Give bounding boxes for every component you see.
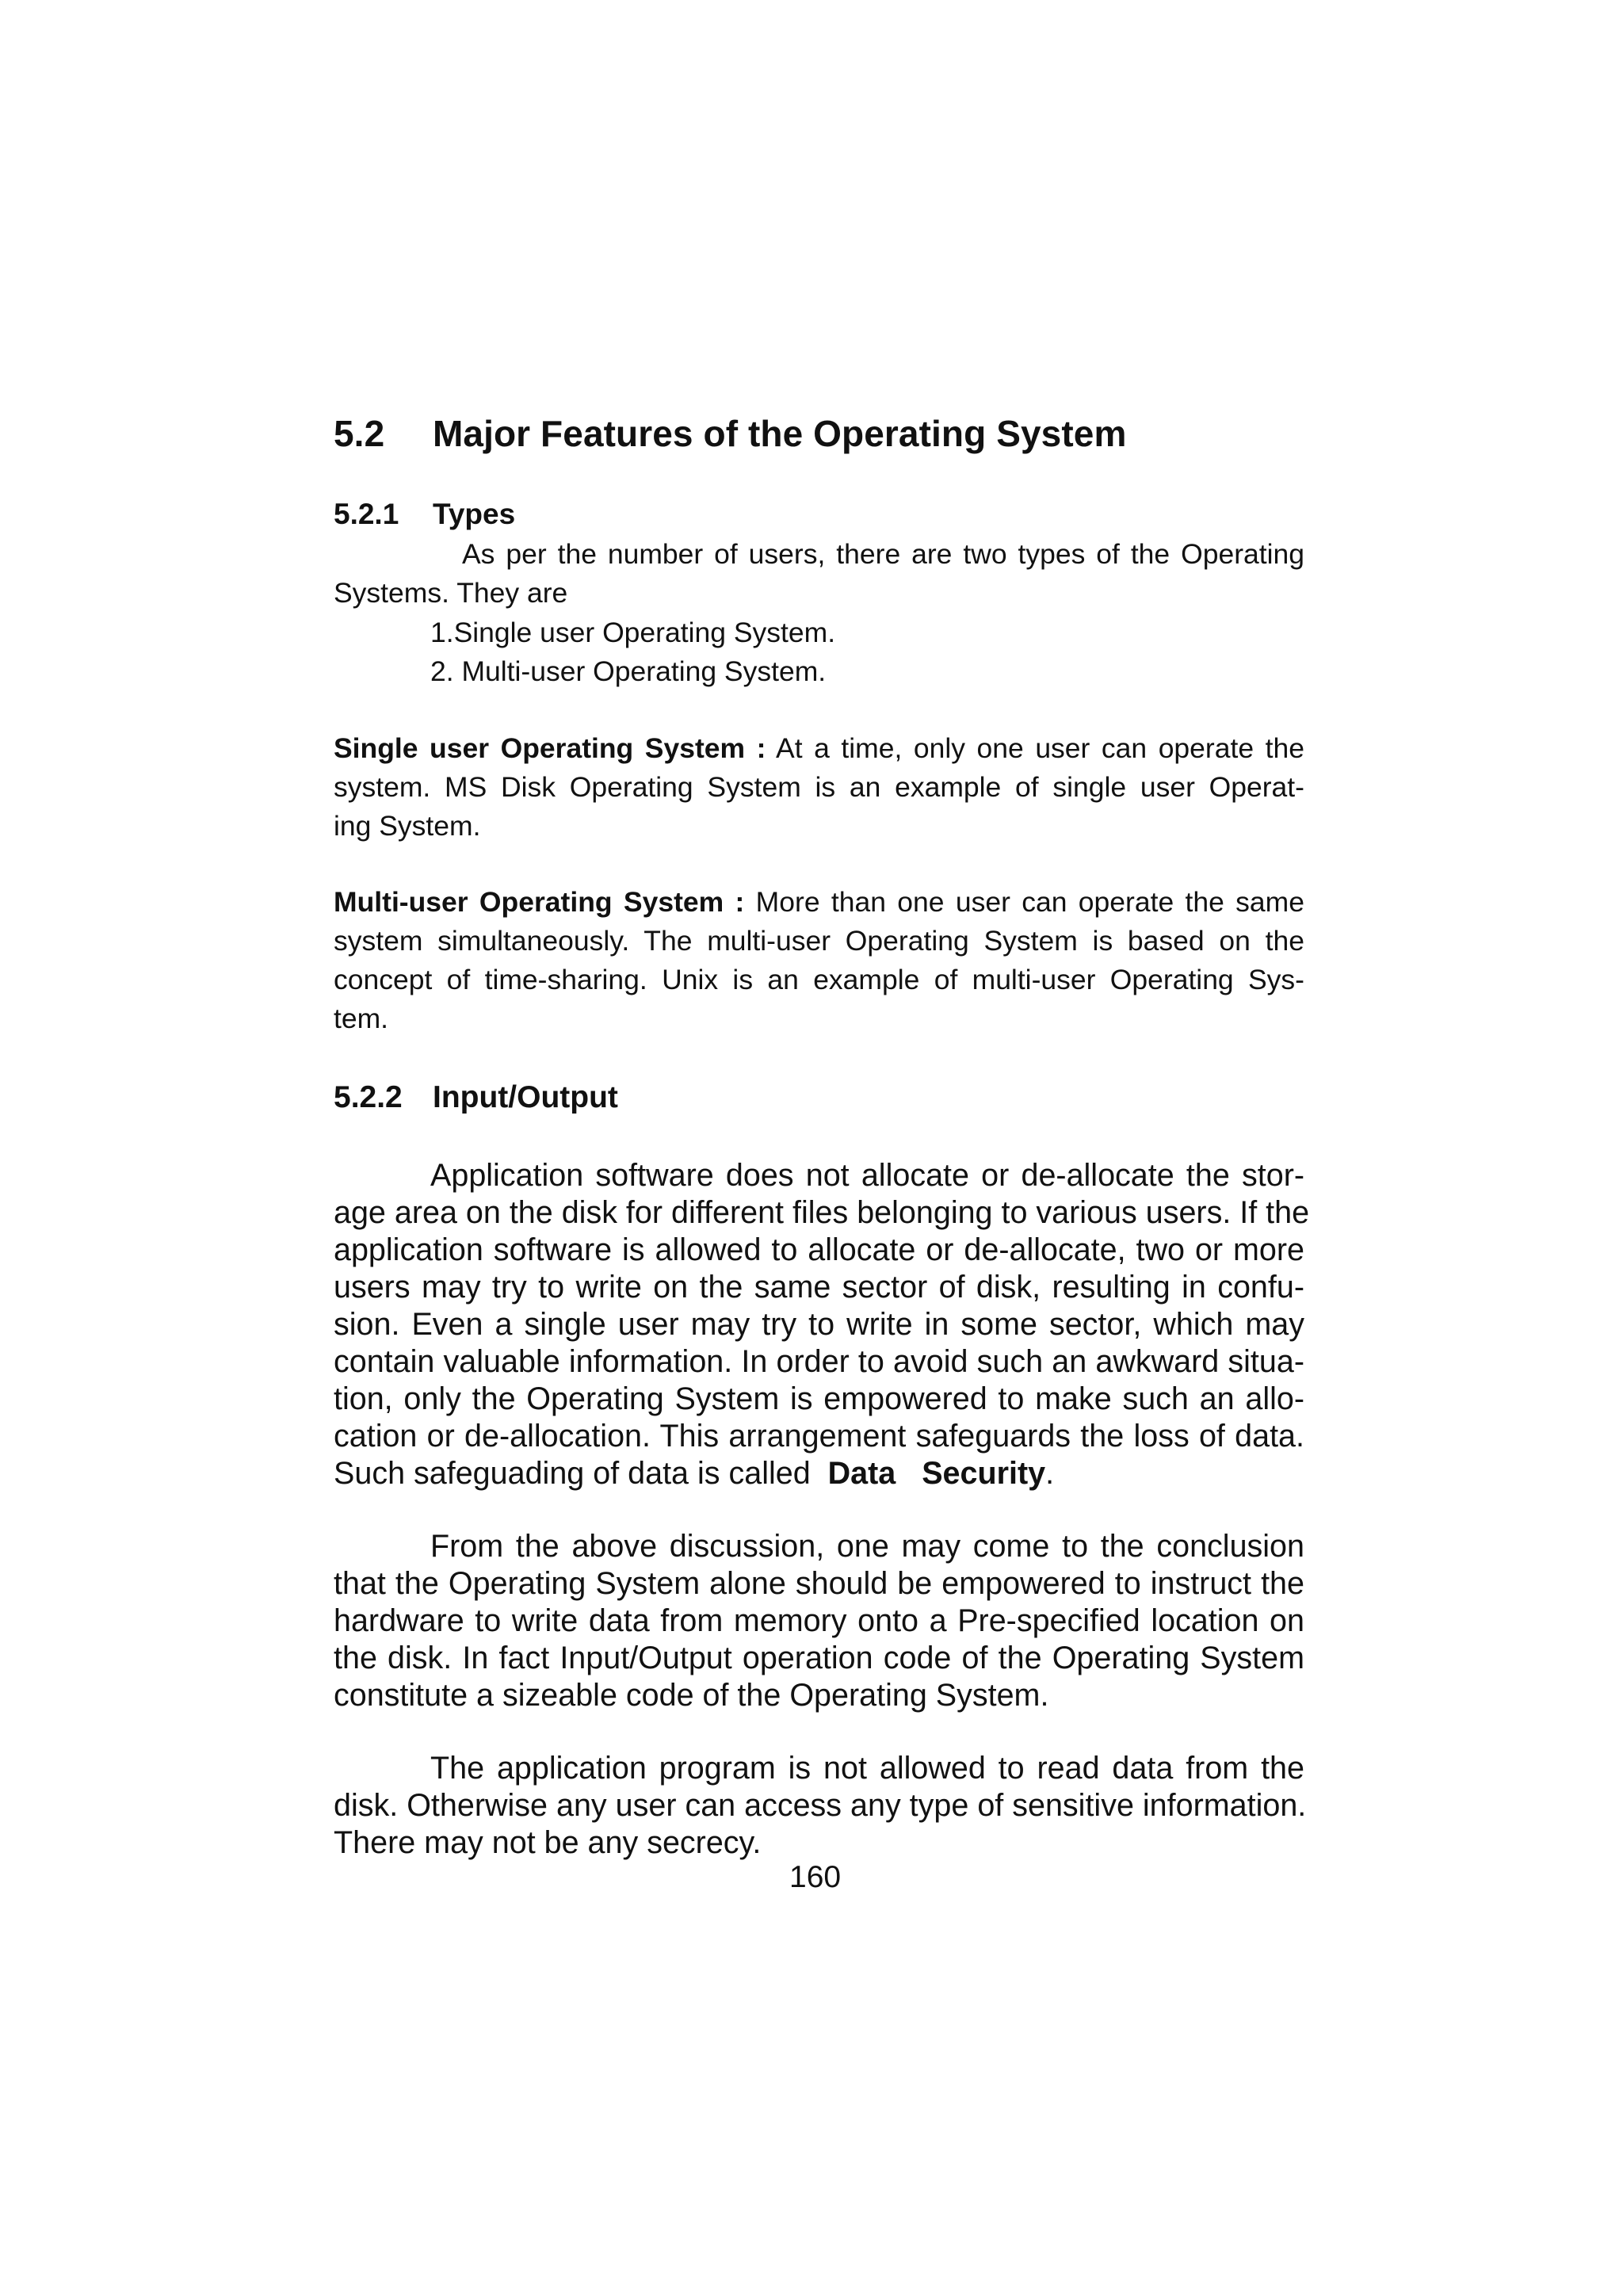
multi-user-line-4: tem. xyxy=(334,1003,389,1034)
io-p1-line-3: application software is allowed to allocate or de-allocate, two or more xyxy=(334,1232,1304,1267)
section-number: 5.2 xyxy=(334,413,385,454)
io-paragraph-3 xyxy=(334,1750,1307,1862)
io-p2-line-3: hardware to write data from memory onto a Pre-specified location on xyxy=(334,1603,1304,1638)
io-p2-line-1: From the above discussion, one may come to the conclusion xyxy=(430,1529,1304,1564)
multi-user-line-1: Multi-user Operating System : More than one user can operate the same xyxy=(334,886,1304,918)
single-user-line-3: ing System. xyxy=(334,810,481,842)
io-p1-line-2: age area on the disk for different files belonging to various users. If the xyxy=(334,1195,1310,1230)
types-intro xyxy=(334,535,1304,613)
single-user-term: Single user Operating System : xyxy=(334,732,766,764)
io-p1-line-9: Such safeguading of data is called Data Security. xyxy=(334,1456,1055,1491)
io-p3-line-1: The application program is not allowed to read data from the xyxy=(430,1751,1304,1786)
multi-user-paragraph xyxy=(334,883,1304,1038)
io-p3-line-3: There may not be any secrecy. xyxy=(334,1825,762,1860)
subsection-title-io: Input/Output xyxy=(433,1080,618,1114)
page-number: 160 xyxy=(789,1860,842,1894)
single-user-line-1: Single user Operating System : At a time, only one user can operate the xyxy=(334,732,1304,764)
multi-user-term: Multi-user Operating System : xyxy=(334,886,745,918)
types-intro-line-1: As per the number of users, there are two types of the Operating xyxy=(462,538,1304,570)
multi-user-line-2: system simultaneously. The multi-user Operating System is based on the xyxy=(334,925,1304,957)
io-p2-line-4: the disk. In fact Input/Output operation code of the Operating System xyxy=(334,1641,1304,1675)
section-title: Major Features of the Operating System xyxy=(433,413,1127,454)
io-paragraph-1 xyxy=(334,1157,1310,1492)
types-intro-line-2: Systems. They are xyxy=(334,577,568,609)
list-item-multi-user: 2. Multi-user Operating System. xyxy=(430,655,827,687)
subsection-title-types: Types xyxy=(433,498,516,530)
io-paragraph-2 xyxy=(334,1528,1304,1714)
section-heading xyxy=(334,412,384,455)
io-p1-line-7: tion, only the Operating System is empowered to make such an allo- xyxy=(334,1381,1304,1416)
io-p1-line-6: contain valuable information. In order to avoid such an awkward situa- xyxy=(334,1344,1304,1379)
single-user-line-2: system. MS Disk Operating System is an example of single user Operat- xyxy=(334,771,1304,803)
multi-user-line-3: concept of time-sharing. Unix is an example of multi-user Operating Sys- xyxy=(334,964,1304,995)
data-security-term: Data Security xyxy=(827,1456,1046,1491)
io-p2-line-5: constitute a sizeable code of the Operating System. xyxy=(334,1678,1049,1713)
io-p1-line-8: cation or de-allocation. This arrangement safeguards the loss of data. xyxy=(334,1419,1304,1454)
subsection-number-types: 5.2.1 xyxy=(334,498,399,530)
io-p1-line-1: Application software does not allocate or de-allocate the stor- xyxy=(430,1158,1304,1193)
io-p2-line-2: that the Operating System alone should be empowered to instruct the xyxy=(334,1566,1304,1601)
io-p1-line-5: sion. Even a single user may try to write in some sector, which may xyxy=(334,1307,1304,1342)
single-user-paragraph xyxy=(334,729,1304,846)
subsection-number-io: 5.2.2 xyxy=(334,1080,403,1114)
list-item-single-user: 1.Single user Operating System. xyxy=(430,617,836,648)
io-p3-line-2: disk. Otherwise any user can access any type of sensitive information. xyxy=(334,1788,1307,1823)
io-p1-line-4: users may try to write on the same sector of disk, resulting in confu- xyxy=(334,1270,1304,1305)
